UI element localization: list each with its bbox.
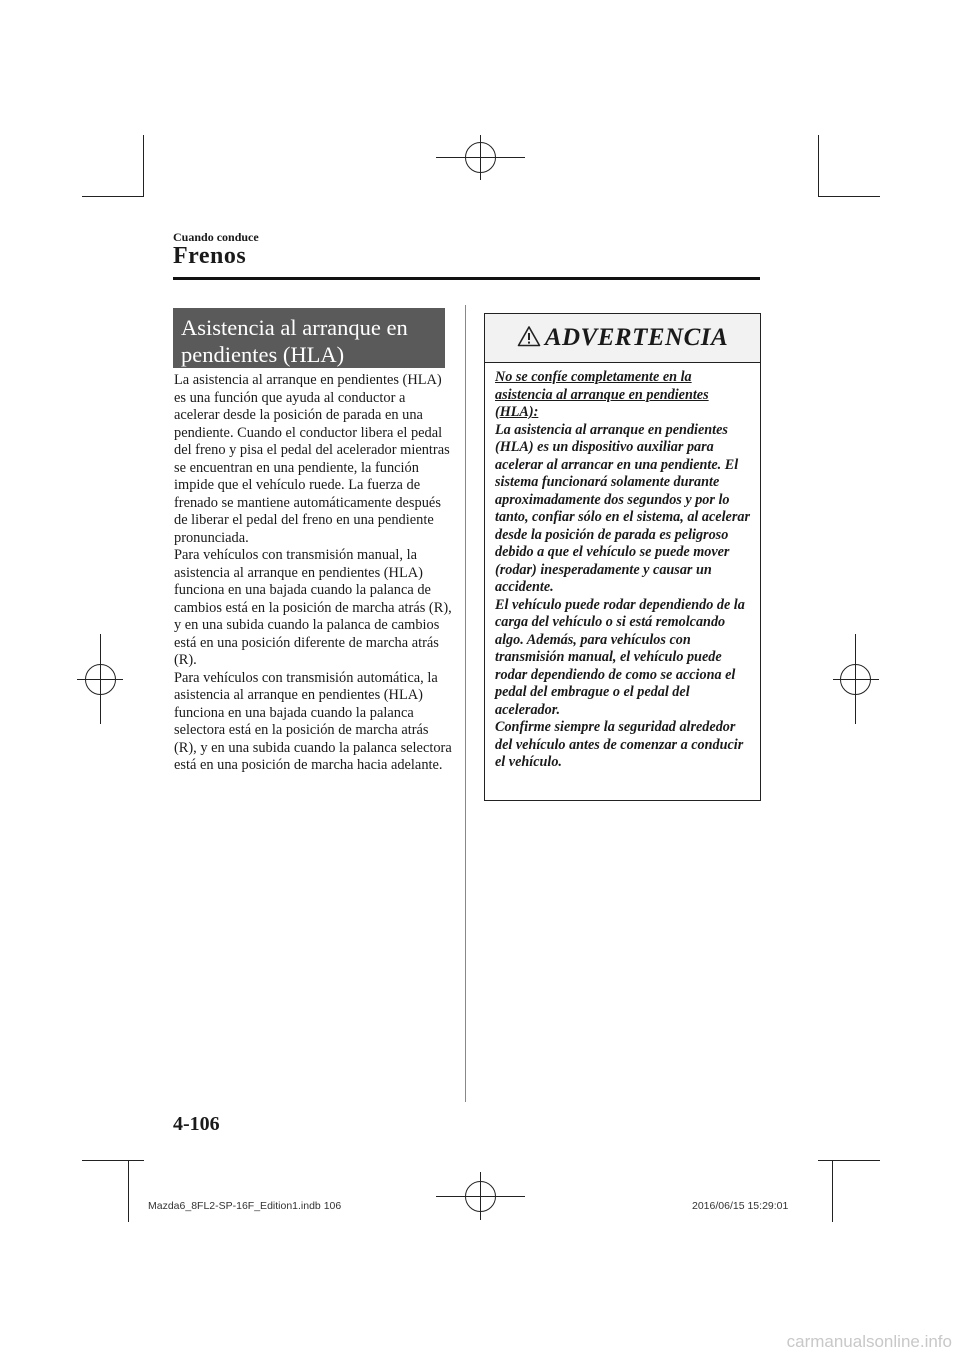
body-text — [174, 372, 454, 775]
print-timestamp: 2016/06/15 15:29:01 — [692, 1200, 789, 1212]
page-title: Frenos — [173, 243, 247, 269]
warning-paragraph: Confirme siempre la seguridad alrededor del vehículo antes de comenzar a conducir el vehículo. — [495, 719, 744, 770]
warning-body — [485, 363, 760, 772]
topic-heading: Asistencia al arranque en pendientes (HLA) — [173, 308, 445, 368]
warning-title: ADVERTENCIA — [544, 324, 729, 351]
body-paragraph: Para vehículos con transmisión automática, la asistencia al arranque en pendientes (HLA) funciona en una bajada cuando la palanca selectora está en la posición de marcha atrás (R), y en una subida cuando la palanca selectora está en una posición de marcha hacia adelante. — [174, 669, 452, 773]
watermark: carmanualsonline.info — [786, 1332, 952, 1351]
column-divider — [465, 305, 466, 1102]
body-paragraph: La asistencia al arranque en pendientes (HLA) es una función que ayuda al conductor a acelerar desde la posición de parada en una pendiente. Cuando el conductor libera el pedal del freno y pisa el pedal del acelerador mientras se encuentran en una pendiente, la función impide que el vehículo ruede. La fuerza de frenado se mantiene automáticamente después de liberar el pedal del freno en una pendiente pronunciada. — [174, 372, 450, 546]
header-rule — [173, 277, 760, 280]
warning-header — [485, 314, 760, 363]
warning-paragraph: La asistencia al arranque en pendientes (HLA) es un dispositivo auxiliar para acelerar al arrancar en una pendiente. El sistema funcionará solamente durante aproximadamente dos segundos y por lo tanto, confiar sólo en el sistema, al acelerar desde la posición de parada es peligroso debido a que el vehículo se puede mover (rodar) inesperadamente y causar un accidente. — [495, 421, 750, 595]
warning-triangle-icon — [517, 325, 541, 352]
section-label: Cuando conduce — [173, 230, 259, 244]
warning-subtitle: No se confíe completamente en la asistencia al arranque en pendientes (HLA): — [495, 369, 709, 420]
body-paragraph: Para vehículos con transmisión manual, la asistencia al arranque en pendientes (HLA) funciona en una bajada cuando la palanca de cambios está en la posición de marcha atrás (R), y en una subida cuando la palanca de cambios está en una posición diferente de marcha atrás (R). — [174, 547, 452, 668]
print-file-label: Mazda6_8FL2-SP-16F_Edition1.indb 106 — [148, 1200, 342, 1212]
warning-box — [484, 313, 761, 801]
warning-paragraph: El vehículo puede rodar dependiendo de la carga del vehículo o si está remolcando algo. Además, para vehículos con transmisión manual, el vehículo puede rodar dependiendo de como se acciona el pedal del embrague o el pedal del acelerador. — [495, 596, 745, 718]
page-number: 4-106 — [173, 1113, 220, 1135]
